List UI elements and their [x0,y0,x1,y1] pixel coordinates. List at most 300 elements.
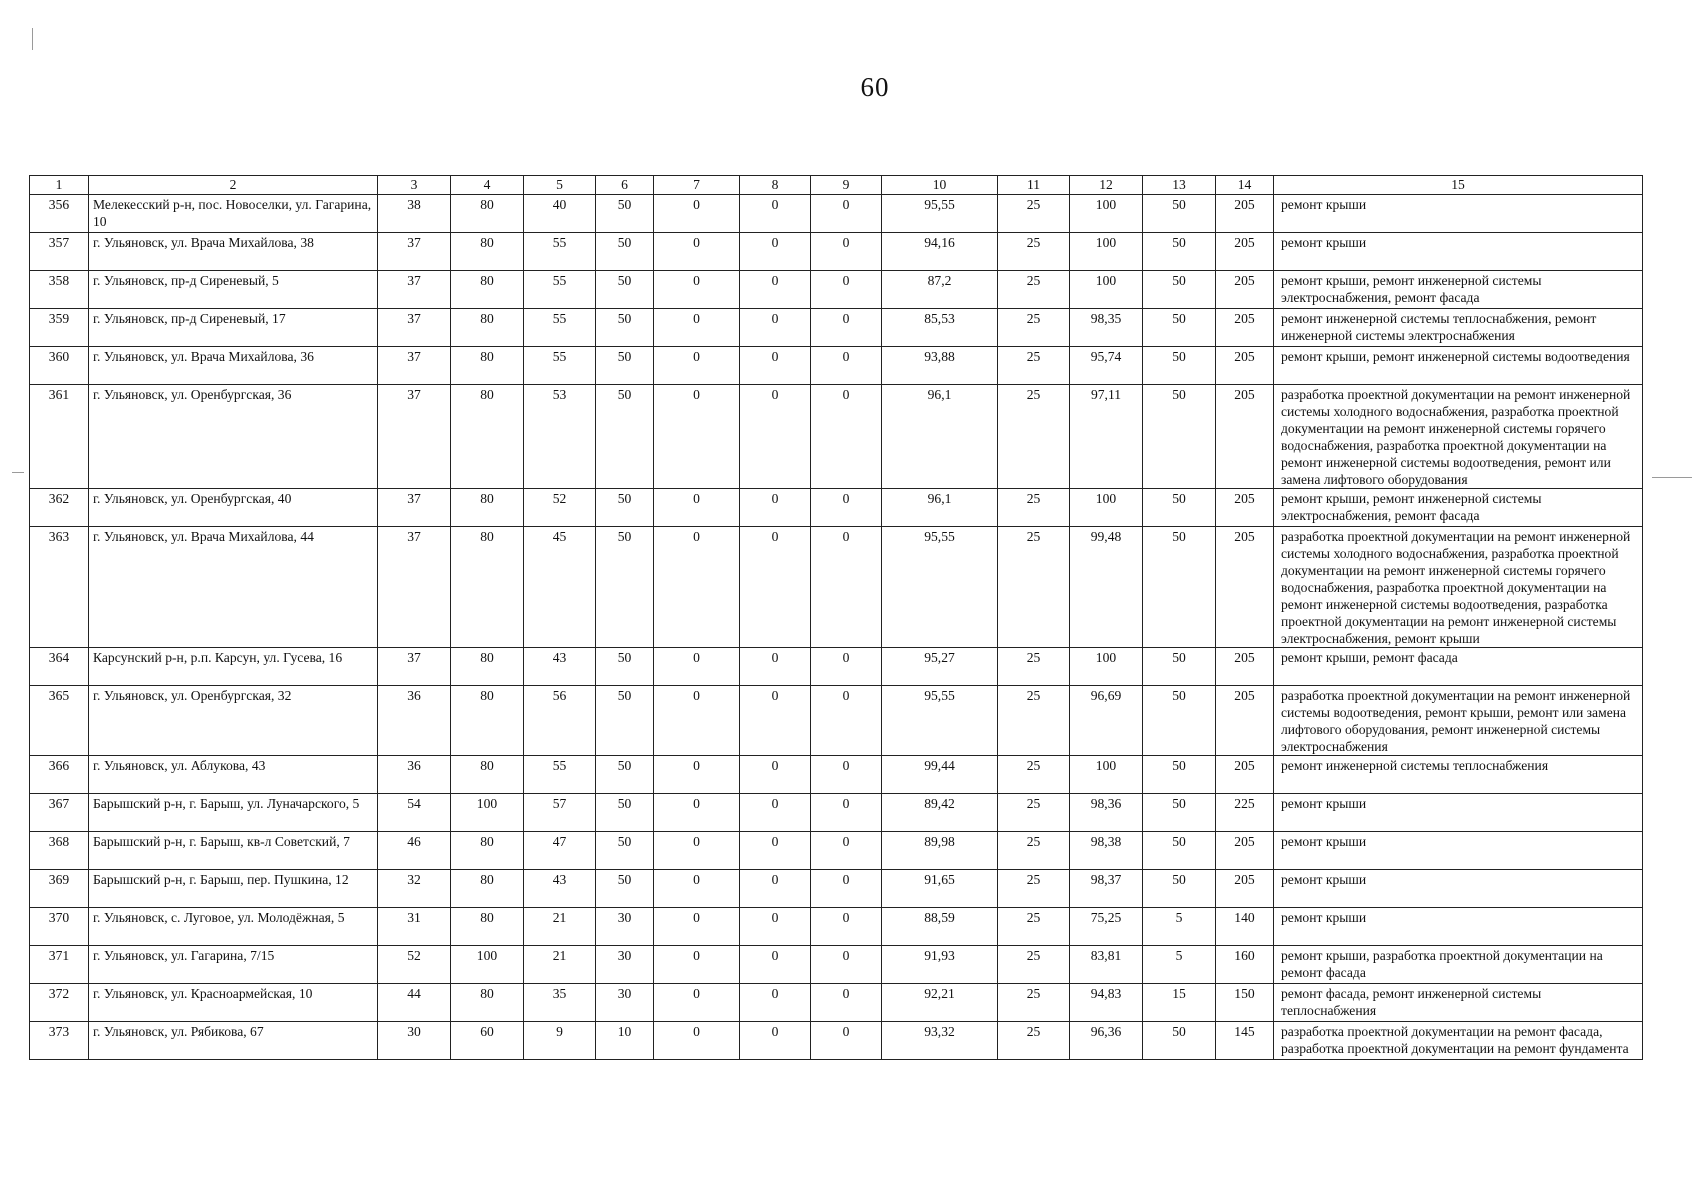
cell-col-5: 21 [524,946,596,984]
cell-col-9: 0 [811,527,882,648]
cell-col-14: 205 [1216,832,1274,870]
cell-col-8: 0 [740,984,811,1022]
cell-col-6: 50 [596,832,654,870]
cell-col-14: 145 [1216,1022,1274,1060]
table-row [30,648,1643,686]
cell-col-14: 205 [1216,271,1274,309]
cell-col-11: 25 [998,527,1070,648]
cell-col-4: 80 [451,756,524,794]
cell-row-number: 359 [30,309,89,347]
cell-col-4: 80 [451,870,524,908]
cell-address: Барышский р-н, г. Барыш, кв-л Советский, 7 [89,832,378,870]
cell-repair-works: ремонт крыши, ремонт инженерной системы водоотведения [1274,347,1643,385]
cell-address: г. Ульяновск, ул. Аблукова, 43 [89,756,378,794]
cell-col-6: 50 [596,347,654,385]
table-row [30,233,1643,271]
cell-address: г. Ульяновск, пр-д Сиреневый, 17 [89,309,378,347]
cell-col-10: 92,21 [882,984,998,1022]
table-body [30,195,1643,1060]
cell-col-13: 50 [1143,489,1216,527]
column-header-14: 14 [1216,176,1274,195]
cell-col-7: 0 [654,648,740,686]
cell-repair-works: ремонт крыши [1274,908,1643,946]
cell-col-4: 80 [451,832,524,870]
cell-address: Мелекесский р-н, пос. Новоселки, ул. Гагарина, 10 [89,195,378,233]
cell-repair-works: ремонт инженерной системы теплоснабжения, ремонт инженерной системы электроснабжения [1274,309,1643,347]
cell-col-8: 0 [740,870,811,908]
cell-col-10: 95,27 [882,648,998,686]
cell-col-6: 50 [596,195,654,233]
cell-col-11: 25 [998,385,1070,489]
cell-col-14: 205 [1216,527,1274,648]
cell-col-8: 0 [740,756,811,794]
cell-col-5: 9 [524,1022,596,1060]
cell-col-3: 37 [378,648,451,686]
cell-repair-works: ремонт крыши [1274,870,1643,908]
table-row [30,756,1643,794]
cell-repair-works: ремонт крыши, ремонт инженерной системы электроснабжения, ремонт фасада [1274,271,1643,309]
cell-col-5: 56 [524,686,596,756]
cell-col-13: 50 [1143,309,1216,347]
cell-col-9: 0 [811,271,882,309]
buildings-repair-table [29,175,1643,1060]
cell-col-13: 5 [1143,946,1216,984]
cell-col-12: 98,38 [1070,832,1143,870]
cell-col-6: 50 [596,489,654,527]
cell-col-3: 37 [378,489,451,527]
cell-col-6: 50 [596,385,654,489]
cell-col-7: 0 [654,984,740,1022]
cell-row-number: 369 [30,870,89,908]
cell-col-6: 50 [596,794,654,832]
cell-address: г. Ульяновск, ул. Врача Михайлова, 36 [89,347,378,385]
cell-col-10: 95,55 [882,195,998,233]
cell-col-10: 89,98 [882,832,998,870]
cell-col-3: 31 [378,908,451,946]
column-header-4: 4 [451,176,524,195]
cell-col-13: 50 [1143,686,1216,756]
cell-col-4: 80 [451,271,524,309]
cell-col-4: 60 [451,1022,524,1060]
cell-col-14: 205 [1216,309,1274,347]
page-number: 60 [860,72,890,102]
cell-col-4: 80 [451,347,524,385]
cell-col-14: 205 [1216,648,1274,686]
cell-row-number: 357 [30,233,89,271]
cell-col-14: 205 [1216,347,1274,385]
cell-col-9: 0 [811,347,882,385]
cell-col-9: 0 [811,648,882,686]
cell-repair-works: ремонт крыши [1274,233,1643,271]
cell-col-5: 52 [524,489,596,527]
column-header-15: 15 [1274,176,1643,195]
cell-col-5: 21 [524,908,596,946]
cell-repair-works: разработка проектной документации на ремонт инженерной системы водоотведения, ремонт крыши, ремонт или замена лифтового оборудования, ремонт инженерной системы электроснабжения [1274,686,1643,756]
cell-col-11: 25 [998,347,1070,385]
cell-row-number: 363 [30,527,89,648]
cell-col-6: 50 [596,686,654,756]
cell-col-3: 38 [378,195,451,233]
cell-col-13: 50 [1143,794,1216,832]
cell-col-10: 95,55 [882,527,998,648]
cell-col-9: 0 [811,870,882,908]
cell-col-5: 55 [524,233,596,271]
cell-col-4: 80 [451,984,524,1022]
column-header-3: 3 [378,176,451,195]
cell-col-12: 98,35 [1070,309,1143,347]
cell-col-8: 0 [740,648,811,686]
cell-col-11: 25 [998,686,1070,756]
cell-col-3: 37 [378,271,451,309]
cell-col-5: 47 [524,832,596,870]
scan-edge-mark [32,28,33,50]
cell-row-number: 367 [30,794,89,832]
cell-col-6: 30 [596,908,654,946]
cell-repair-works: ремонт крыши, разработка проектной документации на ремонт фасада [1274,946,1643,984]
cell-repair-works: ремонт инженерной системы теплоснабжения [1274,756,1643,794]
cell-col-9: 0 [811,195,882,233]
cell-col-7: 0 [654,527,740,648]
cell-col-13: 50 [1143,756,1216,794]
cell-col-11: 25 [998,756,1070,794]
cell-col-12: 97,11 [1070,385,1143,489]
cell-col-11: 25 [998,233,1070,271]
cell-col-10: 87,2 [882,271,998,309]
column-header-13: 13 [1143,176,1216,195]
cell-col-14: 205 [1216,195,1274,233]
cell-col-9: 0 [811,832,882,870]
column-header-5: 5 [524,176,596,195]
cell-row-number: 370 [30,908,89,946]
cell-col-7: 0 [654,195,740,233]
cell-col-3: 44 [378,984,451,1022]
cell-col-13: 50 [1143,1022,1216,1060]
cell-col-12: 100 [1070,648,1143,686]
cell-repair-works: ремонт фасада, ремонт инженерной системы теплоснабжения [1274,984,1643,1022]
cell-col-6: 50 [596,271,654,309]
cell-col-14: 205 [1216,489,1274,527]
cell-col-11: 25 [998,648,1070,686]
cell-col-7: 0 [654,271,740,309]
cell-col-7: 0 [654,946,740,984]
cell-col-7: 0 [654,1022,740,1060]
cell-col-11: 25 [998,870,1070,908]
cell-col-9: 0 [811,385,882,489]
cell-col-5: 43 [524,870,596,908]
cell-col-11: 25 [998,832,1070,870]
cell-col-3: 37 [378,309,451,347]
cell-col-7: 0 [654,347,740,385]
cell-col-13: 50 [1143,832,1216,870]
cell-col-11: 25 [998,1022,1070,1060]
cell-col-14: 205 [1216,233,1274,271]
table-row [30,347,1643,385]
column-header-7: 7 [654,176,740,195]
cell-col-14: 150 [1216,984,1274,1022]
table-row [30,489,1643,527]
cell-row-number: 362 [30,489,89,527]
cell-col-7: 0 [654,756,740,794]
cell-col-8: 0 [740,489,811,527]
cell-address: г. Ульяновск, ул. Врача Михайлова, 44 [89,527,378,648]
cell-col-12: 83,81 [1070,946,1143,984]
cell-col-8: 0 [740,195,811,233]
cell-col-10: 88,59 [882,908,998,946]
cell-row-number: 364 [30,648,89,686]
cell-col-8: 0 [740,686,811,756]
cell-col-5: 45 [524,527,596,648]
cell-address: г. Ульяновск, с. Луговое, ул. Молодёжная, 5 [89,908,378,946]
cell-col-5: 40 [524,195,596,233]
cell-col-10: 99,44 [882,756,998,794]
cell-repair-works: ремонт крыши, ремонт инженерной системы электроснабжения, ремонт фасада [1274,489,1643,527]
cell-col-6: 50 [596,233,654,271]
cell-col-13: 50 [1143,347,1216,385]
column-header-8: 8 [740,176,811,195]
cell-col-12: 99,48 [1070,527,1143,648]
column-header-12: 12 [1070,176,1143,195]
cell-col-12: 96,36 [1070,1022,1143,1060]
cell-col-12: 75,25 [1070,908,1143,946]
table-row [30,686,1643,756]
cell-col-9: 0 [811,756,882,794]
cell-col-10: 89,42 [882,794,998,832]
cell-col-4: 100 [451,946,524,984]
cell-col-4: 80 [451,686,524,756]
cell-col-14: 205 [1216,870,1274,908]
cell-col-13: 50 [1143,648,1216,686]
cell-col-5: 55 [524,271,596,309]
table-row [30,908,1643,946]
cell-repair-works: разработка проектной документации на ремонт фасада, разработка проектной документации на ремонт фундамента [1274,1022,1643,1060]
cell-row-number: 368 [30,832,89,870]
cell-row-number: 358 [30,271,89,309]
cell-row-number: 360 [30,347,89,385]
cell-col-9: 0 [811,908,882,946]
table-row [30,271,1643,309]
cell-repair-works: разработка проектной документации на ремонт инженерной системы холодного водоснабжения, разработка проектной документации на ремонт инженерной системы горячего водоснабжения, разработка проектной документации на ремонт инженерной системы водоотведения, разработка проектной документации на ремонт инженерной системы электроснабжения, ремонт крыши [1274,527,1643,648]
cell-col-11: 25 [998,489,1070,527]
cell-address: г. Ульяновск, пр-д Сиреневый, 5 [89,271,378,309]
cell-col-14: 205 [1216,385,1274,489]
cell-col-10: 95,55 [882,686,998,756]
cell-col-3: 37 [378,233,451,271]
cell-col-3: 37 [378,527,451,648]
cell-col-13: 50 [1143,870,1216,908]
cell-col-12: 98,37 [1070,870,1143,908]
cell-address: Карсунский р-н, р.п. Карсун, ул. Гусева, 16 [89,648,378,686]
cell-col-10: 85,53 [882,309,998,347]
cell-col-13: 5 [1143,908,1216,946]
cell-col-8: 0 [740,385,811,489]
cell-col-11: 25 [998,946,1070,984]
column-header-10: 10 [882,176,998,195]
cell-col-3: 36 [378,686,451,756]
table-row [30,195,1643,233]
cell-repair-works: ремонт крыши, ремонт фасада [1274,648,1643,686]
cell-col-8: 0 [740,908,811,946]
cell-col-13: 15 [1143,984,1216,1022]
cell-repair-works: разработка проектной документации на ремонт инженерной системы холодного водоснабжения, разработка проектной документации на ремонт инженерной системы горячего водоснабжения, разработка проектной документации на ремонт инженерной системы водоотведения, ремонт или замена лифтового оборудования [1274,385,1643,489]
cell-col-3: 52 [378,946,451,984]
table-row [30,1022,1643,1060]
cell-col-9: 0 [811,946,882,984]
header-row [30,176,1643,195]
cell-col-12: 100 [1070,756,1143,794]
cell-col-3: 54 [378,794,451,832]
cell-col-14: 225 [1216,794,1274,832]
cell-col-7: 0 [654,832,740,870]
cell-col-3: 30 [378,1022,451,1060]
cell-col-3: 36 [378,756,451,794]
cell-col-6: 50 [596,527,654,648]
cell-col-8: 0 [740,271,811,309]
cell-col-8: 0 [740,1022,811,1060]
cell-col-8: 0 [740,527,811,648]
cell-col-4: 80 [451,908,524,946]
cell-row-number: 365 [30,686,89,756]
cell-col-4: 80 [451,648,524,686]
cell-col-12: 96,69 [1070,686,1143,756]
cell-col-10: 91,93 [882,946,998,984]
cell-col-9: 0 [811,309,882,347]
cell-col-10: 96,1 [882,385,998,489]
cell-col-6: 30 [596,946,654,984]
cell-col-10: 94,16 [882,233,998,271]
cell-row-number: 356 [30,195,89,233]
cell-col-12: 95,74 [1070,347,1143,385]
cell-row-number: 361 [30,385,89,489]
scan-edge-mark [12,472,24,473]
cell-col-10: 93,88 [882,347,998,385]
cell-col-14: 205 [1216,756,1274,794]
column-header-11: 11 [998,176,1070,195]
cell-col-8: 0 [740,794,811,832]
cell-col-6: 50 [596,648,654,686]
column-header-6: 6 [596,176,654,195]
table-row [30,984,1643,1022]
cell-col-7: 0 [654,309,740,347]
cell-col-9: 0 [811,1022,882,1060]
cell-col-8: 0 [740,309,811,347]
cell-repair-works: ремонт крыши [1274,832,1643,870]
cell-col-9: 0 [811,233,882,271]
cell-col-11: 25 [998,794,1070,832]
cell-col-13: 50 [1143,385,1216,489]
cell-address: г. Ульяновск, ул. Гагарина, 7/15 [89,946,378,984]
cell-address: г. Ульяновск, ул. Врача Михайлова, 38 [89,233,378,271]
cell-row-number: 372 [30,984,89,1022]
cell-col-7: 0 [654,870,740,908]
table-row [30,870,1643,908]
cell-col-8: 0 [740,946,811,984]
cell-col-9: 0 [811,984,882,1022]
cell-col-6: 50 [596,870,654,908]
column-header-1: 1 [30,176,89,195]
cell-address: г. Ульяновск, ул. Рябикова, 67 [89,1022,378,1060]
cell-col-4: 80 [451,233,524,271]
cell-col-10: 93,32 [882,1022,998,1060]
table-row [30,385,1643,489]
cell-col-12: 94,83 [1070,984,1143,1022]
cell-col-8: 0 [740,832,811,870]
column-header-2: 2 [89,176,378,195]
cell-address: г. Ульяновск, ул. Оренбургская, 36 [89,385,378,489]
cell-repair-works: ремонт крыши [1274,794,1643,832]
cell-col-8: 0 [740,233,811,271]
cell-col-4: 100 [451,794,524,832]
cell-col-13: 50 [1143,195,1216,233]
table-row [30,794,1643,832]
cell-col-11: 25 [998,271,1070,309]
cell-row-number: 373 [30,1022,89,1060]
cell-col-4: 80 [451,195,524,233]
cell-col-4: 80 [451,309,524,347]
cell-col-11: 25 [998,984,1070,1022]
cell-col-14: 205 [1216,686,1274,756]
cell-col-4: 80 [451,527,524,648]
table-row [30,527,1643,648]
cell-col-5: 55 [524,309,596,347]
cell-col-8: 0 [740,347,811,385]
cell-col-5: 43 [524,648,596,686]
cell-col-11: 25 [998,908,1070,946]
cell-address: Барышский р-н, г. Барыш, пер. Пушкина, 12 [89,870,378,908]
cell-col-11: 25 [998,309,1070,347]
cell-col-3: 37 [378,385,451,489]
cell-col-5: 55 [524,756,596,794]
cell-col-7: 0 [654,794,740,832]
cell-col-7: 0 [654,489,740,527]
cell-col-5: 53 [524,385,596,489]
cell-col-6: 50 [596,756,654,794]
table-row [30,946,1643,984]
table-row [30,832,1643,870]
cell-col-7: 0 [654,686,740,756]
cell-col-14: 160 [1216,946,1274,984]
cell-address: Барышский р-н, г. Барыш, ул. Луначарского, 5 [89,794,378,832]
cell-row-number: 371 [30,946,89,984]
cell-col-12: 100 [1070,233,1143,271]
cell-col-12: 100 [1070,271,1143,309]
cell-address: г. Ульяновск, ул. Красноармейская, 10 [89,984,378,1022]
cell-col-5: 35 [524,984,596,1022]
cell-col-3: 37 [378,347,451,385]
cell-col-13: 50 [1143,527,1216,648]
cell-col-11: 25 [998,195,1070,233]
cell-col-4: 80 [451,385,524,489]
cell-col-10: 96,1 [882,489,998,527]
cell-address: г. Ульяновск, ул. Оренбургская, 40 [89,489,378,527]
cell-col-9: 0 [811,794,882,832]
cell-address: г. Ульяновск, ул. Оренбургская, 32 [89,686,378,756]
table-row [30,309,1643,347]
cell-col-6: 50 [596,309,654,347]
cell-col-7: 0 [654,233,740,271]
scan-edge-mark [1652,477,1692,478]
cell-col-12: 100 [1070,195,1143,233]
cell-col-5: 55 [524,347,596,385]
cell-col-5: 57 [524,794,596,832]
cell-col-9: 0 [811,489,882,527]
cell-col-10: 91,65 [882,870,998,908]
cell-col-12: 100 [1070,489,1143,527]
cell-col-3: 32 [378,870,451,908]
cell-col-13: 50 [1143,233,1216,271]
cell-col-12: 98,36 [1070,794,1143,832]
cell-col-6: 30 [596,984,654,1022]
cell-col-7: 0 [654,385,740,489]
